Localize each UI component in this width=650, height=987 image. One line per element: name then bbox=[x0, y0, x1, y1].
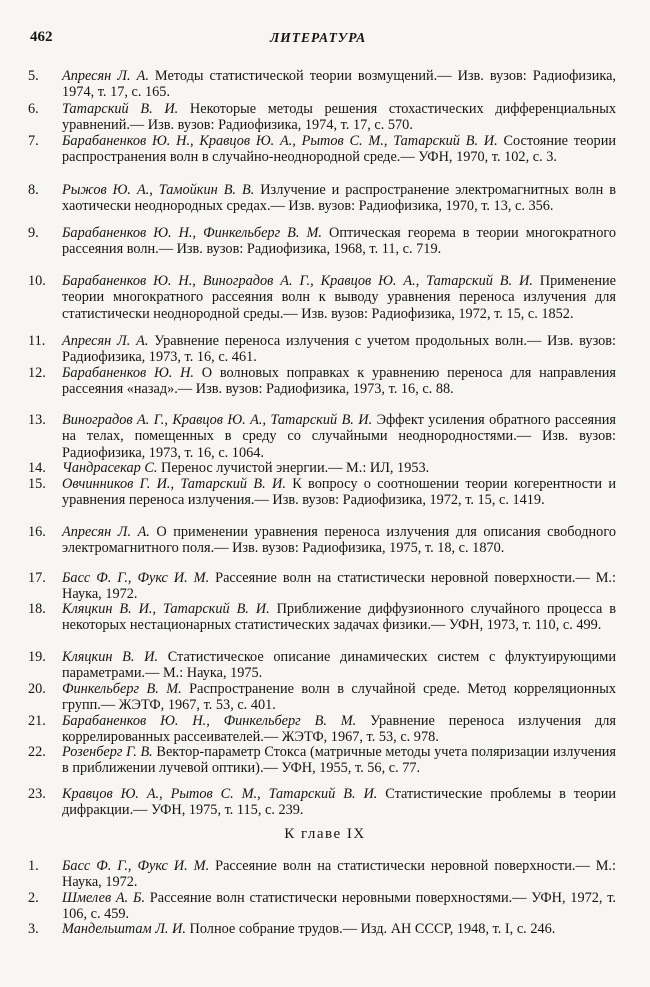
reference-authors: Барабаненков Ю. Н., Кравцов Ю. А., Рытов С. М., Татарский В. И. bbox=[62, 133, 498, 149]
reference-number: 6. bbox=[28, 101, 39, 117]
reference-authors: Овчинников Г. И., Татарский В. И. bbox=[62, 476, 286, 492]
reference-authors: Мандельштам Л. И. bbox=[62, 921, 186, 937]
reference-number: 12. bbox=[28, 365, 46, 381]
reference-number: 20. bbox=[28, 681, 46, 697]
reference-authors: Кляцкин В. И. bbox=[62, 649, 159, 665]
reference-text: Уравнение переноса излучения для коррелированных рассеивателей.— ЖЭТФ, 1967, т. 53, с. 978. bbox=[62, 713, 616, 746]
reference-authors: Чандрасекар С. bbox=[62, 460, 158, 476]
reference-18 bbox=[28, 601, 616, 634]
reference-number: 3. bbox=[28, 921, 39, 937]
reference-text: Излучение и распространение электромагнитных волн в хаотически неоднородных средах.— Изв. вузов: Радиофизика, 1970, т. 13, с. 356. bbox=[62, 182, 616, 215]
reference-authors: Кляцкин В. И., Татарский В. И. bbox=[62, 601, 270, 617]
reference-number: 5. bbox=[28, 68, 39, 84]
reference-8 bbox=[28, 182, 616, 215]
reference-text: Оптическая георема в теории многократного рассеяния волн.— Изв. вузов: Радиофизика, 1968, т. 11, с. 719. bbox=[62, 225, 616, 258]
reference-text: О волновых поправках к уравнению переноса для направления рассеяния «назад».— Изв. вузов: Радиофизика, 1973, т. 16, с. 88. bbox=[62, 365, 616, 398]
reference-text: Уравнение переноса излучения с учетом продольных волн.— Изв. вузов: Радиофизика, 1973, т. 16, с. 461. bbox=[62, 333, 617, 366]
chapter9-reference-2 bbox=[28, 890, 616, 923]
reference-number: 14. bbox=[28, 460, 46, 476]
section-heading: К главе IX bbox=[284, 826, 366, 842]
reference-text: Методы статистической теории возмущений.— Изв. вузов: Радиофизика, 1974, т. 17, с. 165. bbox=[62, 68, 616, 101]
reference-text: Эффект усиления обратного рассеяния на телах, помещенных в среду со случайными неоднородностями.— Изв. вузов: Радиофизика, 1973, т. 16, с. 1064. bbox=[62, 412, 616, 461]
reference-number: 16. bbox=[28, 524, 46, 540]
reference-7 bbox=[28, 133, 617, 166]
reference-number: 1. bbox=[28, 858, 39, 874]
reference-authors: Рыжов Ю. А., Тамойкин В. В. bbox=[62, 182, 255, 198]
reference-20 bbox=[28, 681, 616, 714]
reference-number: 9. bbox=[28, 225, 39, 241]
reference-5 bbox=[28, 68, 616, 101]
reference-number: 11. bbox=[28, 333, 46, 349]
reference-text: Полное собрание трудов.— Изд. АН СССР, 1948, т. I, с. 246. bbox=[185, 921, 556, 937]
reference-text: Перенос лучистой энергии.— М.: ИЛ, 1953. bbox=[157, 460, 430, 476]
chapter9-reference-3 bbox=[28, 921, 616, 937]
reference-text: Рассеяние волн статистически неровными поверхностями.— УФН, 1972, т. 106, с. 459. bbox=[62, 890, 616, 923]
reference-12 bbox=[28, 365, 616, 398]
reference-authors: Басс Ф. Г., Фукс И. М. bbox=[62, 570, 210, 586]
reference-authors: Шмелев А. Б. bbox=[62, 890, 146, 906]
reference-19 bbox=[28, 649, 616, 682]
reference-text: Распространение волн в случайной среде. Метод корреляционных групп.— ЖЭТФ, 1967, т. 53, с. 401. bbox=[62, 681, 616, 714]
reference-text: О применении уравнения переноса излучения для описания свободного электромагнитного поля.— Изв. вузов: Радиофизика, 1975, т. 18, с. 1870. bbox=[62, 524, 616, 557]
reference-number: 10. bbox=[28, 273, 46, 289]
reference-10 bbox=[28, 273, 616, 322]
reference-authors: Апресян Л. А. bbox=[62, 524, 150, 540]
reference-15 bbox=[28, 476, 616, 509]
reference-text: Приближение диффузионного случайного процесса в некоторых нестационарных статистических задачах физики.— УФН, 1973, т. 110, с. 499. bbox=[62, 601, 616, 634]
running-title: ЛИТЕРАТУРА bbox=[270, 30, 367, 45]
reference-number: 13. bbox=[28, 412, 46, 428]
reference-number: 22. bbox=[28, 744, 46, 760]
reference-number: 23. bbox=[28, 786, 46, 802]
chapter9-reference-1 bbox=[28, 858, 616, 891]
reference-number: 2. bbox=[28, 890, 39, 906]
reference-text: Статистические проблемы в теории дифракции.— УФН, 1975, т. 115, с. 239. bbox=[62, 786, 616, 819]
reference-number: 21. bbox=[28, 713, 46, 729]
reference-authors: Розенберг Г. В. bbox=[62, 744, 153, 760]
reference-11 bbox=[28, 333, 617, 366]
reference-number: 18. bbox=[28, 601, 46, 617]
reference-number: 19. bbox=[28, 649, 46, 665]
reference-text: Рассеяние волн на статистически неровной поверхности.— М.: Наука, 1972. bbox=[62, 858, 616, 891]
reference-text: Применение теории многократного рассеяния волн к выводу уравнения переноса излучения для статистически неоднородной среды.— Изв. вузов: Радиофизика, 1972, т. 15, с. 1852. bbox=[62, 273, 616, 322]
reference-text: Некоторые методы решения стохастических дифференциальных уравнений.— Изв. вузов: Радиофизика, 1974, т. 17, с. 570. bbox=[62, 101, 616, 134]
reference-6 bbox=[28, 101, 616, 134]
reference-authors: Басс Ф. Г., Фукс И. М. bbox=[62, 858, 210, 874]
reference-authors: Апресян Л. А. bbox=[62, 68, 149, 84]
reference-number: 8. bbox=[28, 182, 39, 198]
reference-authors: Кравцов Ю. А., Рытов С. М., Татарский В. И. bbox=[62, 786, 378, 802]
reference-authors: Татарский В. И. bbox=[62, 101, 179, 117]
reference-9 bbox=[28, 225, 616, 258]
reference-authors: Барабаненков Ю. Н., Виноградов А. Г., Кравцов Ю. А., Татарский В. И. bbox=[62, 273, 533, 289]
reference-authors: Барабаненков Ю. Н., Финкельберг В. М. bbox=[62, 225, 322, 241]
reference-14 bbox=[28, 460, 616, 476]
reference-authors: Апресян Л. А. bbox=[62, 333, 149, 349]
reference-number: 15. bbox=[28, 476, 46, 492]
reference-17 bbox=[28, 570, 616, 603]
reference-authors: Виноградов А. Г., Кравцов Ю. А., Татарский В. И. bbox=[62, 412, 373, 428]
reference-number: 7. bbox=[28, 133, 39, 149]
reference-text: Статистическое описание динамических систем с флуктуирующими параметрами.— М.: Наука, 1975. bbox=[62, 649, 616, 682]
reference-text: Состояние теории распространения волн в случайно-неоднородной среде.— УФН, 1970, т. 102, с. 3. bbox=[62, 133, 617, 166]
reference-authors: Барабаненков Ю. Н. bbox=[62, 365, 194, 381]
reference-13 bbox=[28, 412, 616, 461]
page-number: 462 bbox=[30, 29, 53, 45]
reference-text: Рассеяние волн на статистически неровной поверхности.— М.: Наука, 1972. bbox=[62, 570, 616, 603]
reference-authors: Финкельберг В. М. bbox=[62, 681, 182, 697]
reference-number: 17. bbox=[28, 570, 46, 586]
reference-22 bbox=[28, 744, 616, 777]
reference-text: К вопросу о соотношении теории когерентности и уравнения переноса излучения.— Изв. вузов: Радиофизика, 1972, т. 15, с. 1419. bbox=[62, 476, 616, 509]
reference-21 bbox=[28, 713, 616, 746]
reference-authors: Барабаненков Ю. Н., Финкельберг В. М. bbox=[62, 713, 357, 729]
reference-16 bbox=[28, 524, 616, 557]
reference-23 bbox=[28, 786, 616, 819]
reference-text: Вектор-параметр Стокса (матричные методы учета поляризации излучения в приближении лучевой оптики).— УФН, 1955, т. 56, с. 77. bbox=[62, 744, 616, 777]
